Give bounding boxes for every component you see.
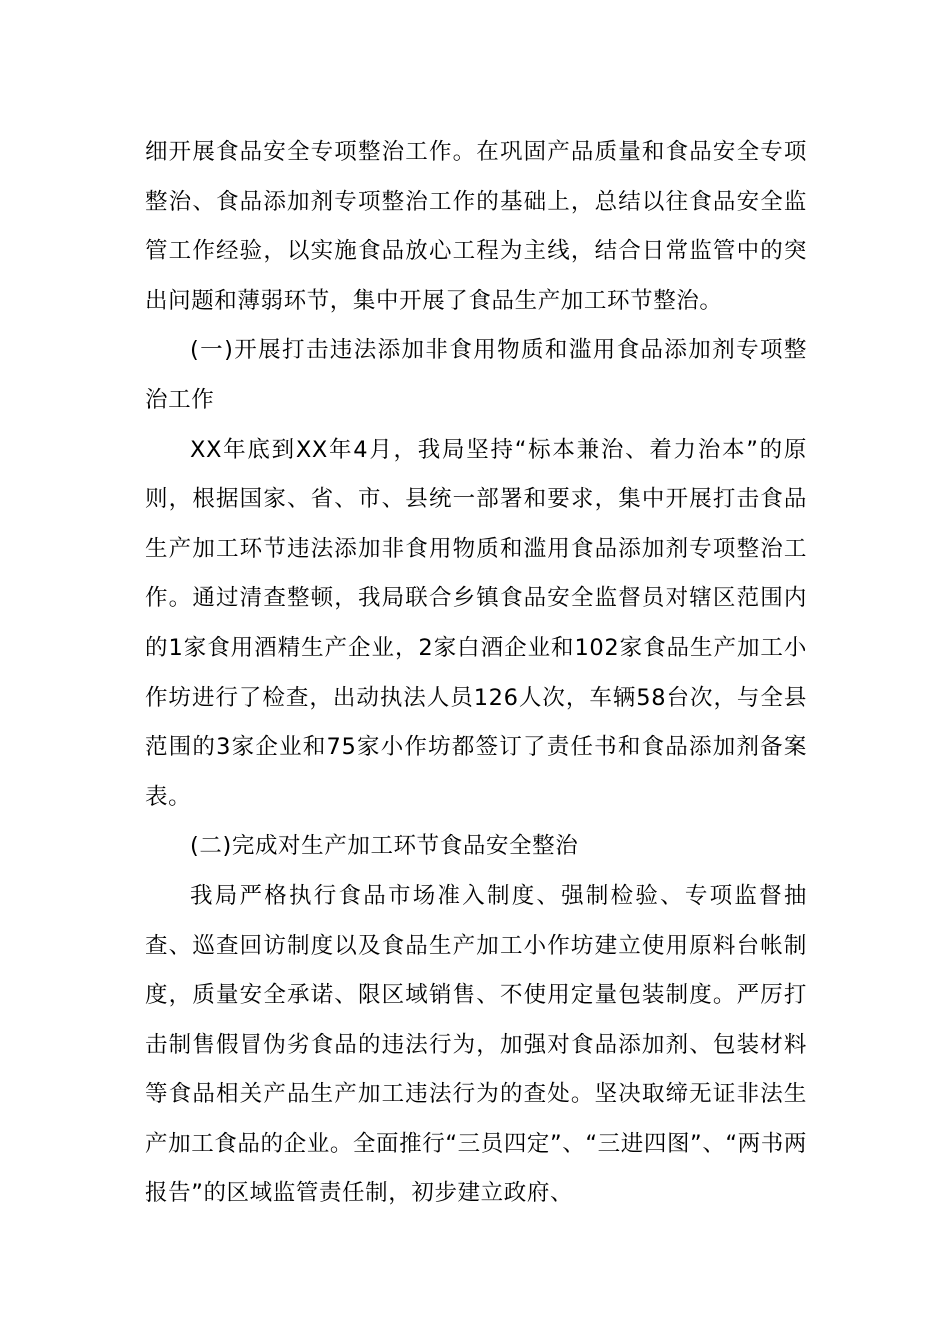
paragraph-continuation: 细开展食品安全专项整治工作。在巩固产品质量和食品安全专项整治、食品添加剂专项整治工作的基础上，总结以往食品安全监管工作经验，以实施食品放心工程为主线，结合日常监管中的突出问题和薄弱环节，集中开展了食品生产加工环节整治。: [145, 139, 807, 314]
body-text: [145, 128, 807, 1219]
paragraph-section-one: XX年底到XX年4月，我局坚持“标本兼治、着力治本”的原则，根据国家、省、市、县统一部署和要求，集中开展打击食品生产加工环节违法添加非食用物质和滥用食品添加剂专项整治工作。通过清查整顿，我局联合乡镇食品安全监督员对辖区范围内的1家食用酒精生产企业，2家白酒企业和102家食品生产加工小作坊进行了检查，出动执法人员126人次，车辆58台次，与全县范围的3家企业和75家小作坊都签订了责任书和食品添加剂备案表。: [145, 436, 807, 810]
section-heading-two: (二)完成对生产加工环节食品安全整治: [190, 833, 579, 860]
section-heading-one: (一)开展打击违法添加非食用物质和滥用食品添加剂专项整治工作: [145, 337, 807, 413]
paragraph-section-two: 我局严格执行食品市场准入制度、强制检验、专项监督抽查、巡查回访制度以及食品生产加工小作坊建立使用原料台帐制度，质量安全承诺、限区域销售、不使用定量包装制度。严厉打击制售假冒伪劣食品的违法行为，加强对食品添加剂、包装材料等食品相关产品生产加工违法行为的查处。坚决取缔无证非法生产加工食品的企业。全面推行“三员四定”、“三进四图”、“两书两报告”的区域监管责任制，初步建立政府、: [145, 882, 807, 1207]
